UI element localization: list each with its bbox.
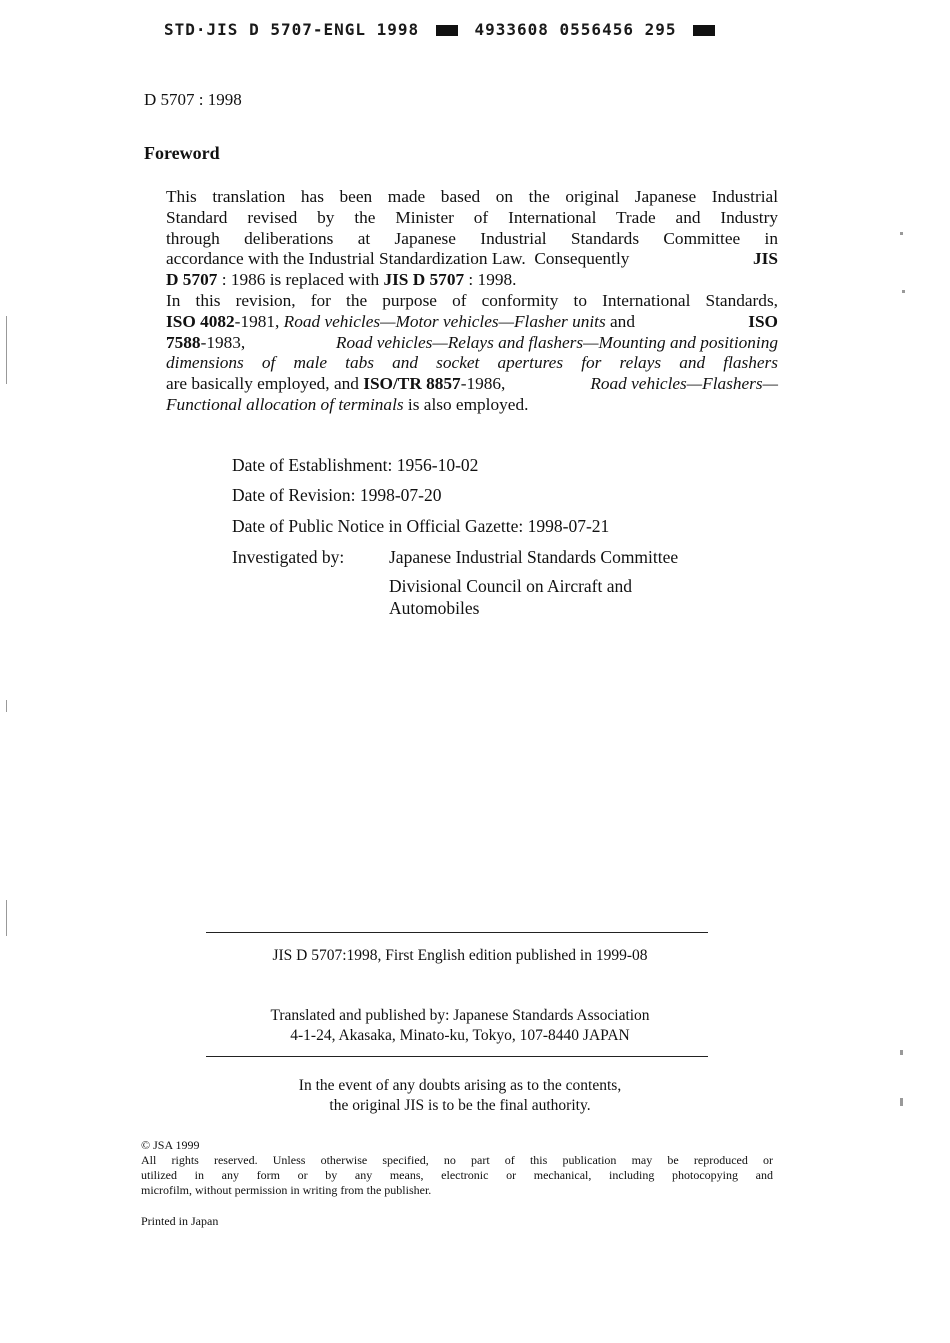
copyright-block [141,1138,773,1198]
investigated-committee: Japanese Industrial Standards Committee [389,547,679,567]
p2-text [166,312,639,333]
scan-mark [900,1098,903,1106]
edition-line: JIS D 5707:1998, First English edition published in 1999-08 [272,947,648,964]
p1-bold: JIS D 5707 [383,270,465,290]
p2-bold: 7588 [166,332,201,352]
p1-text: : 1986 is replaced with [217,270,384,290]
p2-bold: ISO 4082 [166,311,235,331]
std-code: STD·JIS D 5707-ENGL 1998 [164,20,420,39]
p2-line: In this revision, for the purpose of conformity to International Standards, [166,291,778,310]
scan-mark [6,700,7,712]
p2-line [166,312,778,333]
divider-top [206,932,708,933]
copyright-line: utilized in any form or by any means, electronic or mechanical, including photocopying and [141,1168,773,1182]
p1-text: : 1998. [464,270,517,290]
scan-mark [6,316,7,384]
p2-text [166,374,510,395]
p2-bold: ISO/TR 8857 [363,374,461,394]
scan-mark [900,232,903,235]
p2-italic: Road vehicles—Relays and flashers—Mounting and positioning [335,332,778,352]
p2-line [166,395,778,416]
investigated-label: Investigated by: [232,547,345,567]
foreword-title: Foreword [144,143,220,163]
barcode-block-1 [436,25,458,36]
p2-text: -1986, [460,374,510,394]
p1-text: accordance with the Industrial Standardization Law. Consequently [166,249,634,269]
p1-line [166,270,778,291]
copyright-line: All rights reserved. Unless otherwise specified, no part of this publication may be reproduced or [141,1153,773,1167]
p2-text: -1981, [234,311,284,331]
p1-line: This translation has been made based on the original Japanese Industrial [166,187,778,206]
investigated-council: Divisional Council on Aircraft and [389,576,633,596]
p2-line: dimensions of male tabs and socket apertures for relays and flashers [166,353,778,373]
publisher-line-2: 4-1-24, Akasaka, Minato-ku, Tokyo, 107-8440 JAPAN [290,1027,630,1044]
copyright-owner: © JSA 1999 [141,1138,200,1152]
authority-line-2: the original JIS is to be the final authority. [329,1097,591,1114]
doc-number: D 5707 : 1998 [144,90,242,109]
document-header [164,20,721,39]
p2-italic: Road vehicles—Motor vehicles—Flasher units [283,311,606,331]
p1-line: through deliberations at Japanese Industrial Standards Committee in [166,228,778,248]
p2-text: are basically employed, and [166,374,364,394]
foreword-paragraph-1 [166,187,778,291]
date-establishment: Date of Establishment: 1956-10-02 [232,455,479,475]
publisher-line-1: Translated and published by: Japanese Standards Association [270,1007,650,1024]
p2-text: is also employed. [403,394,529,414]
barcode-number: 4933608 0556456 295 [474,20,677,39]
p2-italic: Functional allocation of terminals [166,394,404,414]
date-revision: Date of Revision: 1998-07-20 [232,485,442,505]
scan-mark [6,900,7,936]
p2-line [166,333,778,354]
divider-bottom [206,1056,708,1057]
p2-text: -1983, [200,332,250,352]
investigated-council-2: Automobiles [389,598,480,618]
barcode-block-2 [693,25,715,36]
p1-bold: JIS [753,249,778,269]
scan-mark [902,290,905,293]
printed-in: Printed in Japan [141,1214,219,1228]
p1-bold: D 5707 [166,270,218,290]
p1-line [166,249,778,270]
p2-bold: ISO [748,311,778,331]
foreword-paragraph-2 [166,291,778,416]
p1-line: Standard revised by the Minister of International Trade and Industry [166,207,778,227]
date-public-notice: Date of Public Notice in Official Gazette: 1998-07-21 [232,516,610,536]
p2-text: and [605,311,640,331]
p2-italic: Road vehicles—Flashers— [590,374,778,394]
authority-line-1: In the event of any doubts arising as to the contents, [298,1077,622,1094]
scan-mark [900,1050,903,1055]
p2-line [166,374,778,395]
p2-text [166,333,250,354]
copyright-line: microfilm, without permission in writing from the publisher. [141,1183,432,1197]
